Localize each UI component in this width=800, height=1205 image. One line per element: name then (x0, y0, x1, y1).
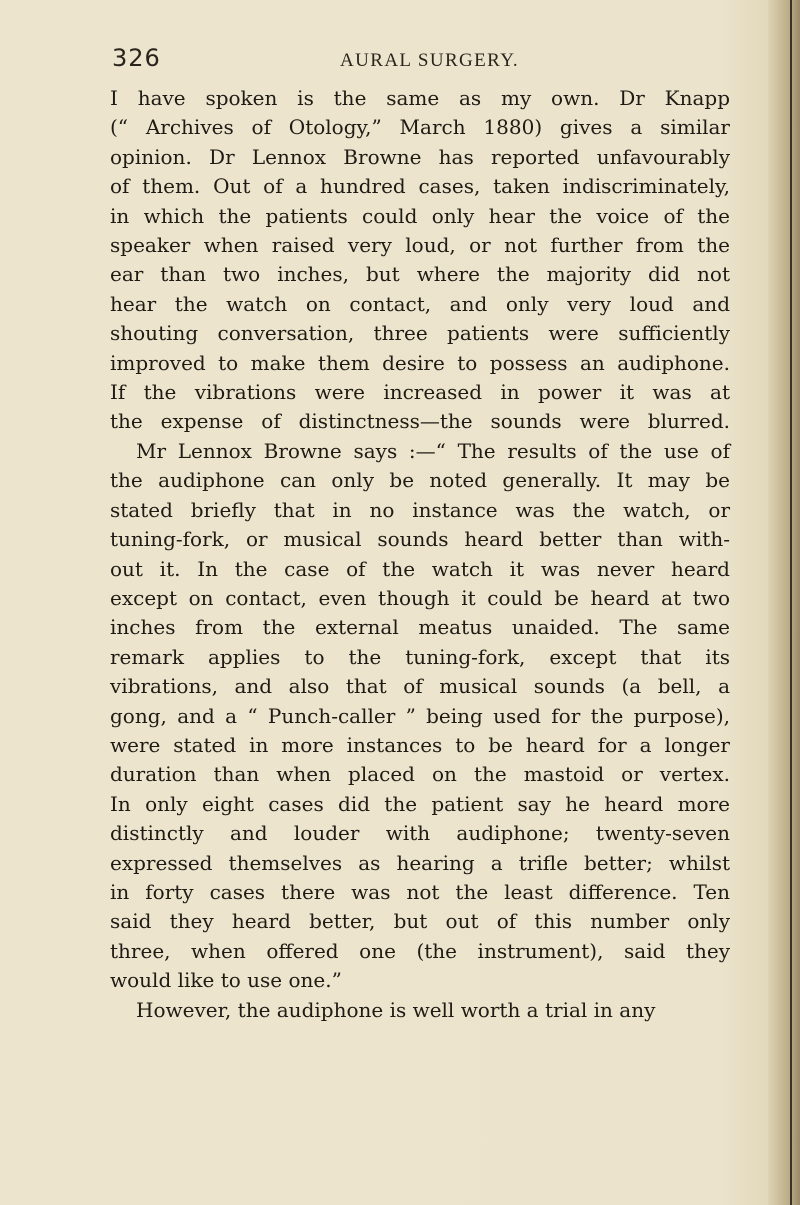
page-header (0, 44, 800, 76)
running-head: AURAL SURGERY. (340, 50, 520, 71)
binding-edge (790, 0, 792, 1205)
page-edge-shadow (768, 0, 800, 1205)
text-line: In only eight cases did the patient say he heard more (110, 791, 730, 816)
text-line: ear than two inches, but where the majority did not (110, 262, 730, 287)
text-line: out it. In the case of the watch it was never heard (110, 556, 730, 581)
text-line: in which the patients could only hear the voice of the (110, 203, 730, 228)
text-line: said they heard better, but out of this number only (110, 909, 730, 934)
text-line: Mr Lennox Browne says :—“ The results of the use of (136, 438, 730, 463)
text-line: in forty cases there was not the least difference. Ten (110, 879, 730, 904)
text-line: remark applies to the tuning-fork, except that its (110, 644, 730, 669)
text-line: three, when offered one (the instrument), said they (110, 938, 730, 963)
text-line: vibrations, and also that of musical sounds (a bell, a (110, 674, 730, 699)
text-line: I have spoken is the same as my own. Dr Knapp (110, 86, 730, 110)
text-line: hear the watch on contact, and only very loud and (110, 291, 730, 316)
text-line: expressed themselves as hearing a trifle better; whilst (110, 850, 730, 875)
text-line: shouting conversation, three patients were sufficiently (110, 321, 730, 346)
text-line: were stated in more instances to be heard for a longer (110, 732, 730, 757)
body-text (110, 84, 730, 1025)
text-line: inches from the external meatus unaided. The same (110, 615, 730, 640)
text-line: speaker when raised very loud, or not further from the (110, 233, 730, 258)
text-line: (“ Archives of Otology,” March 1880) gives a similar (110, 115, 730, 140)
page-number: 326 (112, 44, 161, 72)
text-line: stated briefly that in no instance was the watch, or (110, 497, 730, 522)
text-line: would like to use one.” (110, 968, 342, 993)
text-line: If the vibrations were increased in power it was at (110, 380, 730, 405)
text-line: duration than when placed on the mastoid or vertex. (110, 762, 730, 787)
text-line: gong, and a “ Punch-caller ” being used for the purpose), (110, 703, 730, 728)
text-line: the audiphone can only be noted generally. It may be (110, 468, 730, 493)
text-line: distinctly and louder with audiphone; twenty-seven (110, 821, 730, 846)
text-line: except on contact, even though it could be heard at two (110, 585, 730, 610)
text-line: tuning-fork, or musical sounds heard better than with- (110, 527, 730, 552)
text-line: of them. Out of a hundred cases, taken indiscriminately, (110, 174, 730, 199)
text-line: opinion. Dr Lennox Browne has reported unfavourably (110, 144, 730, 169)
text-line: the expense of distinctness—the sounds were blurred. (110, 409, 730, 434)
text-line: improved to make them desire to possess an audiphone. (110, 350, 730, 375)
text-line: However, the audiphone is well worth a trial in any (136, 997, 656, 1022)
